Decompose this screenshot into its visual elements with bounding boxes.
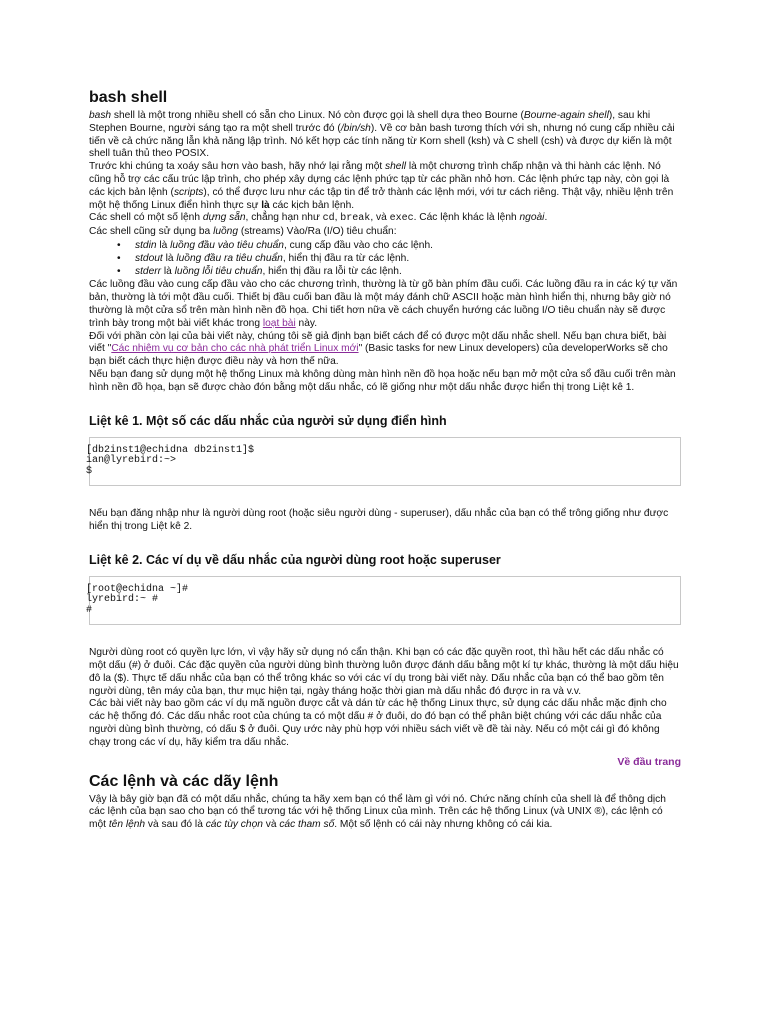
examples-paragraph: Các bài viết này bao gồm các ví dụ mã nguồn được cắt và dán từ các hệ thống Linux thực, sử dụng các dấu nhắc mặc định cho các hệ thống đó. Các dấu nhắc root của chúng ta có một dấu # ở đuôi, do đó bạn có thể phân biệt chúng với các dấu nhắc của người dùng bình thường, có dấu $ ở đuôi. Quy ước này phù hợp với nhiều sách viết về đề tài này. Nếu có một cái gì đó không chạy trong các ví dụ, hãy kiểm tra dấu nhắc. xyxy=(89,698,667,748)
text: ). Về cơ bản bash tương thích với sh, nhưng nó cung cấp nhiều cải tiến về cả chức năng lẫn khả năng lập trình. Nó kết hợp các tính năng từ Korn shell (ksh) và C shell (csh) và được dự kiến là một shell tuân thủ theo POSIX. xyxy=(89,122,675,160)
listing-2-code-box xyxy=(86,576,681,626)
spacer xyxy=(89,486,681,508)
term-bourne-again: Bourne-again shell xyxy=(523,110,609,121)
basic-tasks-link[interactable]: Các nhiệm vụ cơ bản cho các nhà phát triển Linux mới xyxy=(111,343,359,355)
text: Trước khi chúng ta xoáy sâu hơn vào bash, hãy nhớ lại rằng một xyxy=(89,161,386,173)
term-external: ngoài xyxy=(519,212,545,224)
text: các kịch bản lệnh. xyxy=(269,199,355,211)
listing-2-title: Liệt kê 2. Các ví dụ về dấu nhắc của người dùng root hoặc superuser xyxy=(89,552,501,567)
text: Các luồng đầu vào cung cấp đầu vào cho các chương trình, thường là từ gõ bàn phím đầu cuối. Các luồng đầu ra in các ký tự văn bản, thường là tới một đầu cuối. Thiết bị đầu cuối ban đầu là một máy đánh chữ ASCII hoặc màn hình hiển thị, nhưng bây giờ nó thường là một cửa sổ trên màn hình nền đồ họa. Chi tiết hơn nữa về cách chuyển hướng các luồng I/O tiêu chuẩn này sẽ được trình bày trong một bài viết khác trong xyxy=(89,279,678,329)
back-to-top-link[interactable]: Về đầu trang xyxy=(617,755,681,768)
bullet-icon: • xyxy=(117,265,121,277)
text: và xyxy=(262,819,280,831)
term-streams: luồng xyxy=(213,226,238,238)
term-parameters: các tham số xyxy=(279,819,335,831)
term: luồng đầu vào tiêu chuẩn xyxy=(170,239,284,251)
text: . Các lệnh khác là lệnh xyxy=(413,212,520,224)
text: (streams) Vào/Ra (I/O) tiêu chuẩn: xyxy=(238,226,397,238)
root-power-paragraph: Người dùng root có quyền lực lớn, vì vậy hãy sử dụng nó cẩn thận. Khi bạn có các đặc quyền root, thì hầu hết các dấu nhắc có một dấu (#) ở đuôi. Các đặc quyền của người dùng bình thường luôn được đánh dấu bằng một kí tự khác, thường là một dấu hiệu đô la ($). Thực tế dấu nhắc của bạn có thể trông khác so với các ví dụ trong bài viết này. Dấu nhắc của bạn có thể bao gồm tên người dùng, tên máy của bạn, thư mục hiện tại, ngày tháng hoặc thời gian mà dấu nhắc đó được in ra và v.v. xyxy=(89,647,679,697)
text: shell là một trong nhiều shell có sẵn cho Linux. Nó còn được gọi là shell dựa theo Bourne ( xyxy=(111,110,524,121)
text: Các shell cũng sử dụng ba xyxy=(89,226,214,238)
terminal-paragraph xyxy=(89,279,681,330)
bullet-icon: • xyxy=(117,239,121,251)
term: luồng đầu ra tiêu chuẩn xyxy=(176,252,283,264)
text: và sau đó là xyxy=(145,819,206,831)
intro-paragraph xyxy=(89,110,681,161)
text: , hiển thị đầu ra lỗi từ các lệnh. xyxy=(262,265,402,277)
text: là xyxy=(162,252,177,264)
emphasis-la: là xyxy=(261,199,270,211)
list-item xyxy=(117,252,681,266)
term: stdin xyxy=(135,239,157,251)
term: luồng lỗi tiêu chuẩn xyxy=(174,265,263,277)
term: stdout xyxy=(135,252,163,264)
term-builtin: dựng sẵn xyxy=(202,212,246,224)
article xyxy=(86,88,681,832)
term: stderr xyxy=(135,265,162,277)
commands-paragraph xyxy=(89,794,681,832)
text: , xyxy=(334,212,341,224)
term-bash: bash xyxy=(89,110,112,121)
text: . Một số lệnh có cái này nhưng không có cái kia. xyxy=(334,819,553,831)
text: " (Basic tasks for new Linux developers) của developerWorks sẽ cho bạn biết cách thực hiện được điều này và hơn thế nữa. xyxy=(89,343,668,368)
term-shell: shell xyxy=(385,161,406,173)
term-options: các tùy chọn xyxy=(205,819,263,831)
root-login-paragraph: Nếu bạn đăng nhập như là người dùng root (hoặc siêu người dùng - superuser), dấu nhắc của bạn có thể trông giống như được hiển thị trong Liệt kê 2. xyxy=(89,508,669,532)
text: , và xyxy=(370,212,390,224)
text: Các shell có một số lệnh xyxy=(89,212,203,224)
text: , hiển thị đầu ra từ các lệnh. xyxy=(282,252,410,264)
text: là một chương trình chấp nhận và thi hành các lệnh. Nó cũng hỗ trợ các cấu trúc lập trình, cho phép xây dựng các lệnh phức tạp từ các phần nhỏ hơn. Các lệnh phức tạp này, còn gọi là các kịch bản lệnh ( xyxy=(89,161,670,198)
list-item xyxy=(117,265,681,279)
text: Vậy là bây giờ bạn đã có một dấu nhắc, chúng ta hãy xem bạn có thể làm gì với nó. Chức năng chính của shell là để thông dịch các lệnh của bạn sao cho bạn có thể tương tác với hệ thống Linux của mình. Trên các hệ thống Linux (và UNIX ®), các lệnh có một xyxy=(89,793,666,831)
text: , cung cấp đầu vào cho các lệnh. xyxy=(283,239,433,251)
text: ), có thể được lưu như các tập tin để trở thành các lệnh mới, với tư cách riêng. Thật vậy, nhiều lệnh trên một hệ thống Linux điển hình thực sự xyxy=(89,186,674,211)
term-command-name: tên lệnh xyxy=(108,819,146,831)
page-title: bash shell xyxy=(89,89,168,106)
text: . xyxy=(544,212,548,224)
section-title-commands: Các lệnh và các dãy lệnh xyxy=(89,772,279,790)
prompt-paragraph: Nếu bạn đang sử dụng một hệ thống Linux mà không dùng màn hình nền đồ họa hoặc nếu bạn mở một cửa sổ đầu cuối trên màn hình nền đồ họa, bạn sẽ được chào đón bằng một dấu nhắc, có lẽ giống như một dấu nhắc được hiển thị trong Liệt kê 1. xyxy=(89,368,676,393)
term-bin-sh: /bin/sh xyxy=(340,122,371,134)
code-exec: exec xyxy=(389,213,414,225)
listing-2-code: [root@echidna ~]# lyrebird:~ # # xyxy=(86,583,189,616)
series-link[interactable]: loạt bài xyxy=(262,317,296,329)
listing-1-title: Liệt kê 1. Một số các dấu nhắc của người sử dụng điển hình xyxy=(89,413,447,428)
text: Đối với phần còn lại của bài viết này, chúng tôi sẽ giả định bạn biết cách để có được một dấu nhắc shell. Nếu bạn chưa biết, bài viết " xyxy=(89,330,667,355)
list-item xyxy=(117,239,681,253)
shell-definition-paragraph xyxy=(89,161,681,212)
code-cd: cd xyxy=(322,213,335,225)
streams-list xyxy=(89,240,681,278)
text: ), sau khi Stephen Bourne, người sáng tạo ra một shell trước đó ( xyxy=(89,110,651,134)
text: , chẳng hạn như xyxy=(245,212,323,224)
streams-paragraph xyxy=(89,226,681,239)
builtins-paragraph xyxy=(89,212,681,226)
prompt-intro-paragraph xyxy=(89,331,681,369)
code-break: break xyxy=(340,213,371,225)
listing-1-code: [db2inst1@echidna db2inst1]$ ian@lyrebird:~> $ xyxy=(86,444,255,477)
text: là xyxy=(156,239,171,251)
bullet-icon: • xyxy=(117,252,121,264)
spacer xyxy=(89,625,681,647)
text: này. xyxy=(295,317,318,329)
listing-1-code-box xyxy=(86,437,681,487)
text: là xyxy=(161,265,175,277)
term-scripts: scripts xyxy=(173,186,204,198)
